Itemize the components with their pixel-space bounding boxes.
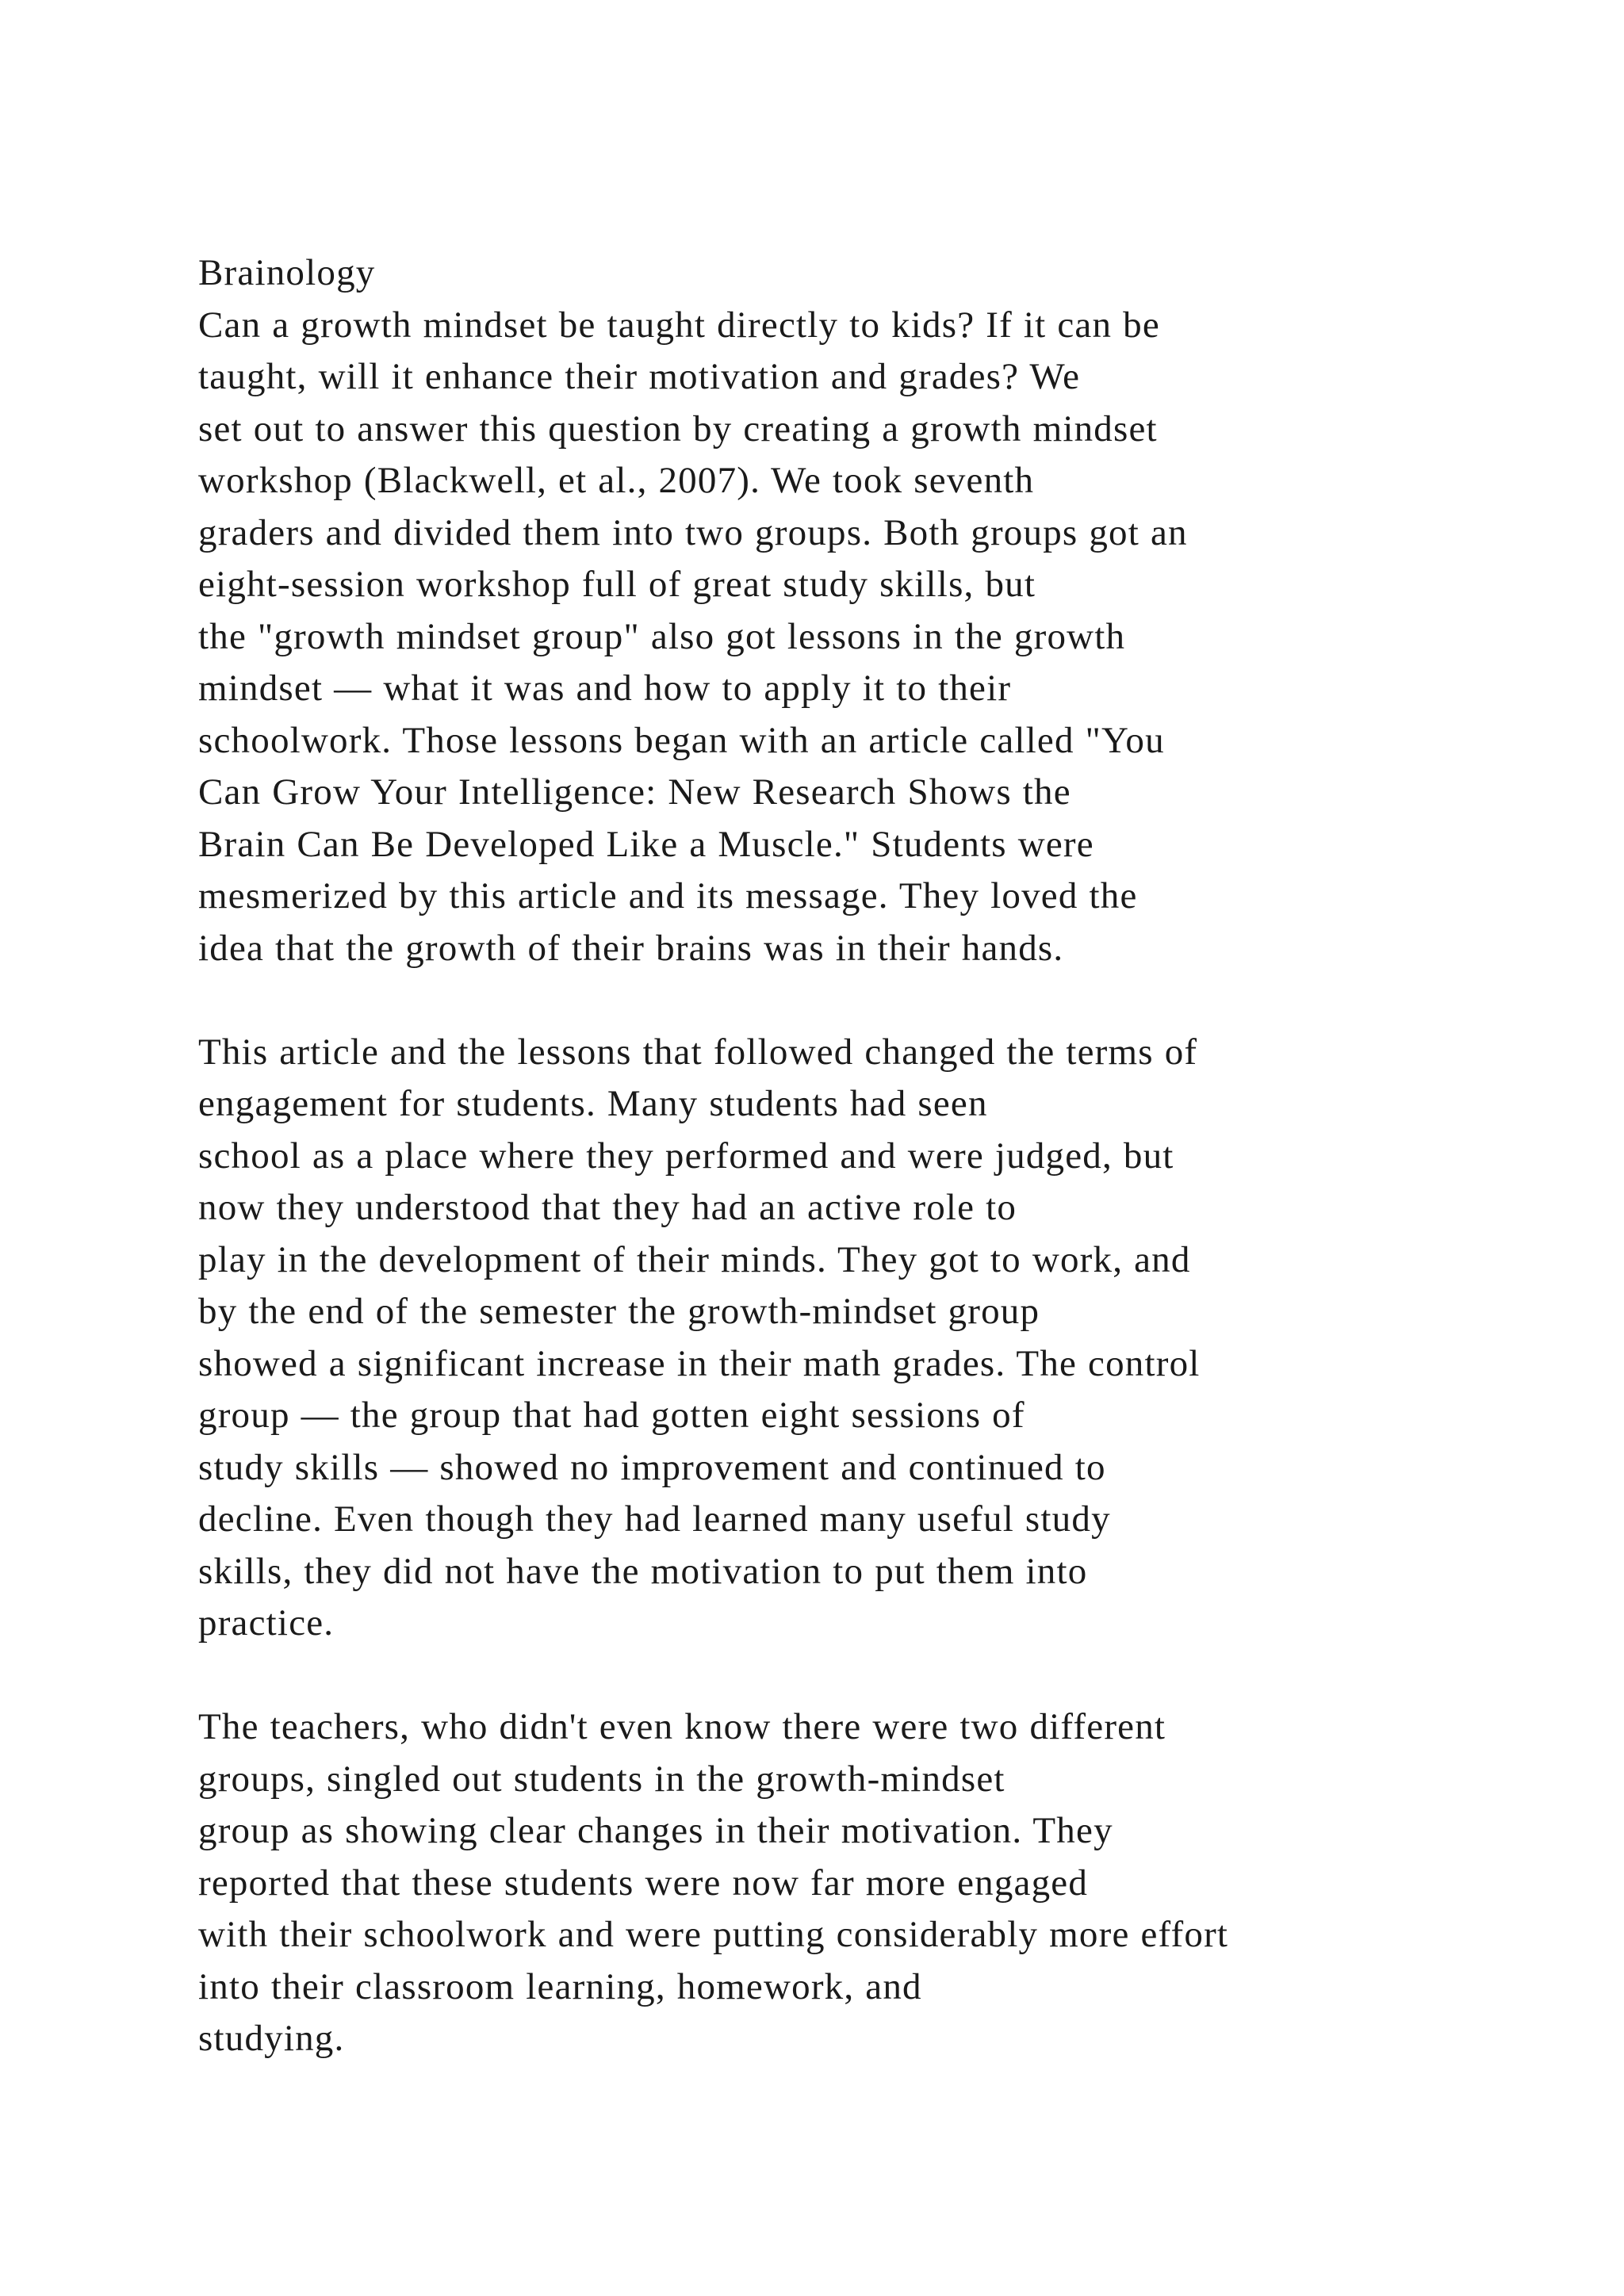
- paragraph-spacer: [198, 1650, 1530, 1702]
- paragraph-line: reported that these students were now far more engaged: [198, 1862, 1089, 1904]
- paragraph-line: play in the development of their minds. They got to work, and: [198, 1238, 1191, 1280]
- paragraph-3: [198, 1701, 1530, 2065]
- paragraph-line: by the end of the semester the growth-mindset group: [198, 1291, 1040, 1332]
- paragraph-line: decline. Even though they had learned many useful study: [198, 1498, 1111, 1540]
- document-body: [198, 247, 1530, 2065]
- paragraph-line: mindset — what it was and how to apply it to their: [198, 668, 1012, 709]
- paragraph-line: Can a growth mindset be taught directly to kids? If it can be: [198, 304, 1160, 346]
- paragraph-line: taught, will it enhance their motivation and grades? We: [198, 356, 1081, 397]
- paragraph-line: schoolwork. Those lessons began with an article called "You: [198, 719, 1165, 761]
- paragraph-line: skills, they did not have the motivation to put them into: [198, 1550, 1088, 1592]
- paragraph-2: [198, 1027, 1530, 1650]
- document-title: Brainology: [198, 252, 376, 293]
- paragraph-line: into their classroom learning, homework, and: [198, 1965, 922, 2007]
- paragraph-line: group — the group that had gotten eight sessions of: [198, 1395, 1025, 1436]
- paragraph-line: with their schoolwork and were putting considerably more effort: [198, 1914, 1229, 1955]
- paragraph-line: the "growth mindset group" also got lessons in the growth: [198, 615, 1126, 657]
- paragraph-line: now they understood that they had an active role to: [198, 1187, 1017, 1228]
- paragraph-line: idea that the growth of their brains was in their hands.: [198, 927, 1064, 969]
- paragraph-line: graders and divided them into two groups. Both groups got an: [198, 511, 1188, 553]
- paragraph-line: groups, singled out students in the growth-mindset: [198, 1758, 1005, 1800]
- paragraph-line: study skills — showed no improvement and continued to: [198, 1446, 1106, 1488]
- paragraph-line: mesmerized by this article and its message. They loved the: [198, 875, 1138, 916]
- paragraph-line: showed a significant increase in their math grades. The control: [198, 1342, 1201, 1384]
- paragraph-line: Can Grow Your Intelligence: New Research Shows the: [198, 771, 1071, 813]
- paragraph-line: studying.: [198, 2018, 345, 2059]
- paragraph-line: group as showing clear changes in their motivation. They: [198, 1810, 1113, 1851]
- paragraph-line: The teachers, who didn't even know there were two different: [198, 1706, 1166, 1747]
- paragraph-line: engagement for students. Many students had seen: [198, 1083, 988, 1124]
- paragraph-line: practice.: [198, 1602, 335, 1644]
- paragraph-spacer: [198, 974, 1530, 1027]
- paragraph-line: workshop (Blackwell, et al., 2007). We took seventh: [198, 460, 1035, 501]
- paragraph-line: Brain Can Be Developed Like a Muscle." Students were: [198, 823, 1094, 865]
- paragraph-line: eight-session workshop full of great study skills, but: [198, 564, 1036, 605]
- paragraph-1: [198, 300, 1530, 975]
- paragraph-line: school as a place where they performed and were judged, but: [198, 1135, 1174, 1177]
- paragraph-line: set out to answer this question by creating a growth mindset: [198, 408, 1158, 450]
- paragraph-line: This article and the lessons that followed changed the terms of: [198, 1031, 1198, 1073]
